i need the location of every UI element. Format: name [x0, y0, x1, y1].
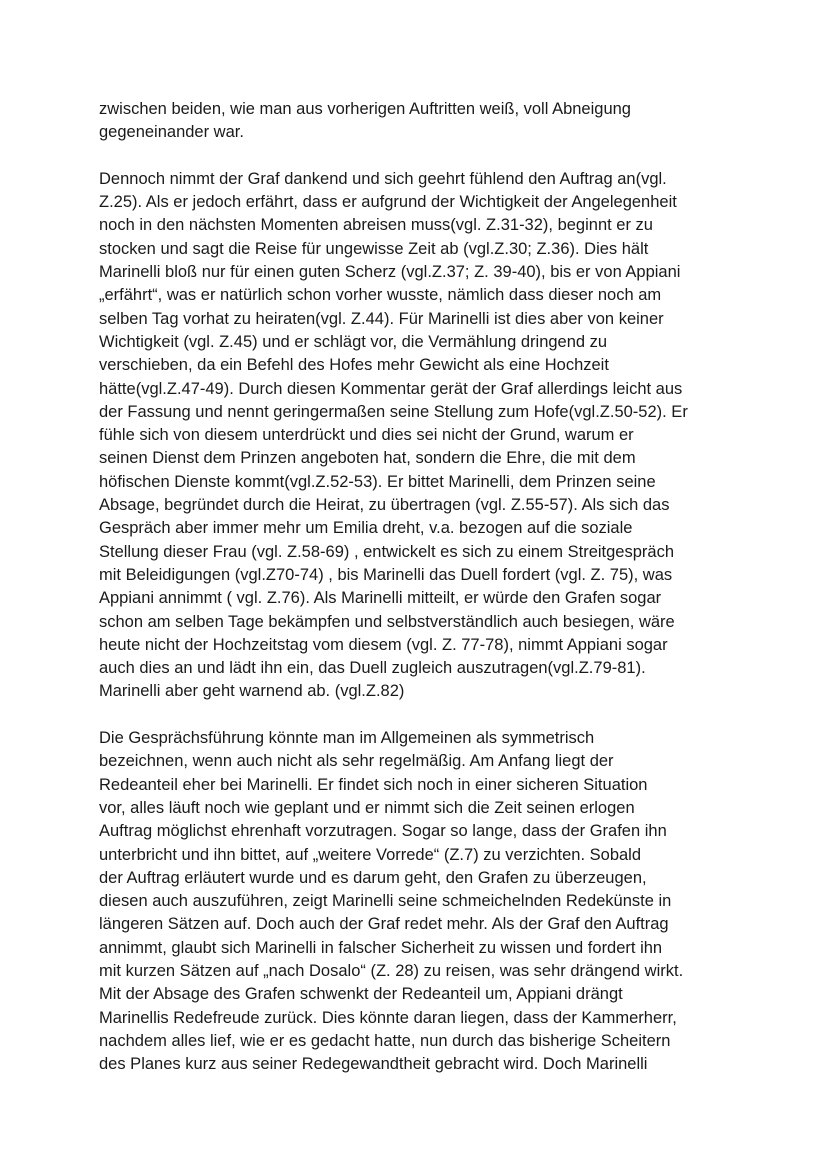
text-line: fühle sich von diesem unterdrückt und dies sei nicht der Grund, warum er [99, 426, 634, 445]
text-line: gegeneinander war. [99, 123, 244, 142]
text-line: annimmt, glaubt sich Marinelli in falscher Sicherheit zu wissen und fordert ihn [99, 938, 663, 957]
text-line: Appiani annimmt ( vgl. Z.76). Als Marinelli mitteilt, er würde den Grafen sogar [99, 589, 662, 608]
text-line: hätte(vgl.Z.47-49). Durch diesen Kommentar gerät der Graf allerdings leicht aus [99, 379, 683, 398]
text-line: Stellung dieser Frau (vgl. Z.58-69) , entwickelt es sich zu einem Streitgespräch [99, 542, 675, 561]
text-line: stocken und sagt die Reise für ungewisse Zeit ab (vgl.Z.30; Z.36). Dies hält [99, 239, 649, 258]
text-line: des Planes kurz aus seiner Redegewandtheit gebracht wird. Doch Marinelli [99, 1055, 648, 1074]
text-line: seinen Dienst dem Prinzen angeboten hat, sondern die Ehre, die mit dem [99, 449, 636, 468]
text-line: Marinelli aber geht warnend ab. (vgl.Z.82) [99, 682, 405, 701]
text-line: Gespräch aber immer mehr um Emilia dreht, v.a. bezogen auf die soziale [99, 519, 633, 538]
text-line: „erfährt“, was er natürlich schon vorher wusste, nämlich dass dieser noch am [99, 286, 662, 305]
text-line: mit kurzen Sätzen auf „nach Dosalo“ (Z. 28) zu reisen, was sehr drängend wirkt. [99, 961, 684, 980]
text-line: Mit der Absage des Grafen schwenkt der Redeanteil um, Appiani drängt [99, 985, 623, 1004]
text-line: der Fassung und nennt geringermaßen seine Stellung zum Hofe(vgl.Z.50-52). Er [99, 402, 688, 421]
text-line: noch in den nächsten Momenten abreisen muss(vgl. Z.31-32), beginnt er zu [99, 216, 653, 235]
text-line: schon am selben Tage bekämpfen und selbstverständlich auch besiegen, wäre [99, 612, 675, 631]
text-line: Marinellis Redefreude zurück. Dies könnte daran liegen, dass der Kammerherr, [99, 1008, 677, 1027]
paragraph-2 [99, 168, 799, 704]
text-line: längeren Sätzen auf. Doch auch der Graf redet mehr. Als der Graf den Auftrag [99, 915, 669, 934]
text-line: nachdem alles lief, wie er es gedacht hatte, nun durch das bisherige Scheitern [99, 1031, 671, 1050]
text-line: Auftrag möglichst ehrenhaft vorzutragen. Sogar so lange, dass der Grafen ihn [99, 822, 667, 841]
text-line: bezeichnen, wenn auch nicht als sehr regelmäßig. Am Anfang liegt der [99, 752, 614, 771]
text-line: Redeanteil eher bei Marinelli. Er findet sich noch in einer sicheren Situation [99, 775, 648, 794]
text-line: Marinelli bloß nur für einen guten Scherz (vgl.Z.37; Z. 39-40), bis er von Appiani [99, 263, 681, 282]
text-line: heute nicht der Hochzeitstag vom diesem (vgl. Z. 77-78), nimmt Appiani sogar [99, 635, 668, 654]
text-line: Absage, begründet durch die Heirat, zu übertragen (vgl. Z.55-57). Als sich das [99, 496, 670, 515]
paragraph-gap [99, 704, 799, 727]
text-line: der Auftrag erläutert wurde und es darum geht, den Grafen zu überzeugen, [99, 868, 647, 887]
document-body [99, 98, 799, 1076]
text-line: Dennoch nimmt der Graf dankend und sich geehrt fühlend den Auftrag an(vgl. [99, 169, 667, 188]
text-line: unterbricht und ihn bittet, auf „weitere Vorrede“ (Z.7) zu verzichten. Sobald [99, 845, 642, 864]
text-line: Z.25). Als er jedoch erfährt, dass er aufgrund der Wichtigkeit der Angelegenheit [99, 193, 677, 212]
text-line: diesen auch auszuführen, zeigt Marinelli seine schmeichelnden Redekünste in [99, 892, 672, 911]
text-line: vor, alles läuft noch wie geplant und er nimmt sich die Zeit seinen erlogen [99, 798, 635, 817]
text-line: Wichtigkeit (vgl. Z.45) und er schlägt vor, die Vermählung dringend zu [99, 332, 608, 351]
text-line: mit Beleidigungen (vgl.Z70-74) , bis Marinelli das Duell fordert (vgl. Z. 75), was [99, 565, 673, 584]
paragraph-1 [99, 98, 799, 145]
text-line: zwischen beiden, wie man aus vorherigen Auftritten weiß, voll Abneigung [99, 100, 631, 118]
text-line: Die Gesprächsführung könnte man im Allgemeinen als symmetrisch [99, 729, 595, 748]
paragraph-3 [99, 727, 799, 1076]
paragraph-gap [99, 145, 799, 168]
text-line: verschieben, da ein Befehl des Hofes mehr Gewicht als eine Hochzeit [99, 356, 609, 375]
text-line: selben Tag vorhat zu heiraten(vgl. Z.44). Für Marinelli ist dies aber von keiner [99, 309, 664, 328]
text-line: auch dies an und lädt ihn ein, das Duell zugleich auszutragen(vgl.Z.79-81). [99, 659, 646, 678]
text-line: höfischen Dienste kommt(vgl.Z.52-53). Er bittet Marinelli, dem Prinzen seine [99, 472, 656, 491]
